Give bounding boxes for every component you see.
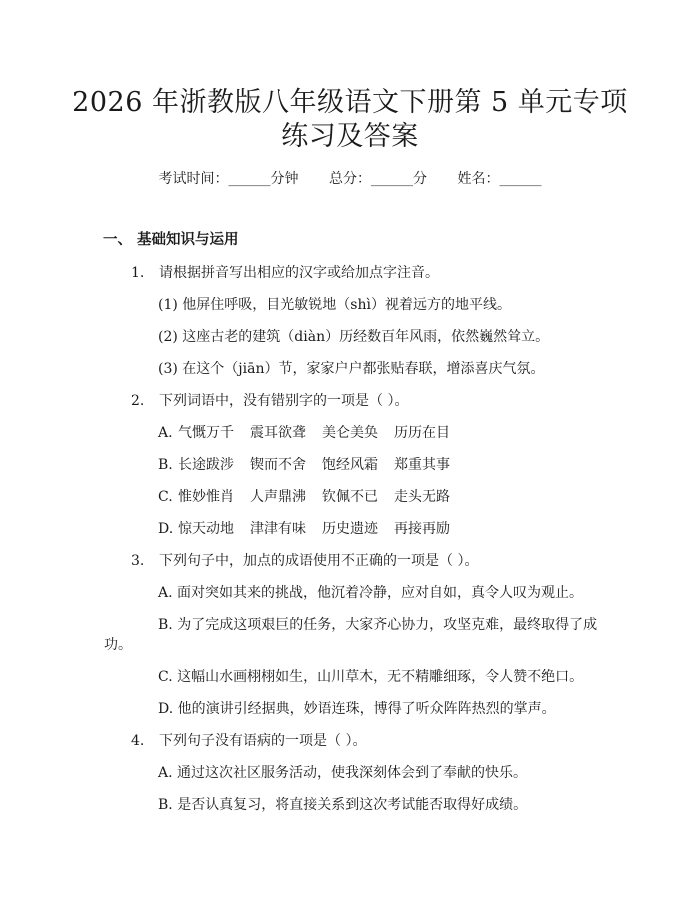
question-number: 1. bbox=[131, 265, 145, 281]
exam-score: 总分：______分 bbox=[329, 171, 427, 187]
option-b: B. 为了完成这项艰巨的任务，大家齐心协力，攻坚克难，最终取得了成 bbox=[158, 617, 598, 633]
sub-item: (1) 他屏住呼吸，目光敏锐地（shì）视着远方的地平线。 bbox=[158, 297, 511, 313]
option-b: B. 是否认真复习，将直接关系到这次考试能否取得好成绩。 bbox=[158, 797, 528, 813]
option-a: A. 通过这次社区服务活动，使我深刻体会到了奉献的快乐。 bbox=[158, 765, 528, 781]
option-a: A. 气慨万千 震耳欲聋 美仑美奂 历历在目 bbox=[158, 425, 450, 441]
option-c: C. 惟妙惟肖 人声鼎沸 钦佩不已 走头无路 bbox=[158, 489, 450, 505]
question-text: 下列词语中，没有错别字的一项是（ ）。 bbox=[159, 393, 409, 409]
question-3 bbox=[131, 550, 478, 570]
option-d: D. 惊天动地 津津有味 历史遗迹 再接再励 bbox=[158, 521, 450, 537]
option-a: A. 面对突如其来的挑战，他沉着冷静，应对自如，真令人叹为观止。 bbox=[158, 585, 584, 601]
question-1 bbox=[131, 262, 439, 282]
doc-title-line-1: 2026 年浙教版八年级语文下册第 5 单元专项 bbox=[72, 87, 628, 118]
section-number: 一、 bbox=[103, 232, 132, 248]
question-text: 下列句子中，加点的成语使用不正确的一项是（ ）。 bbox=[159, 553, 479, 569]
question-number: 4. bbox=[131, 733, 145, 749]
option-d: D. 他的演讲引经据典，妙语连珠，博得了听众阵阵热烈的掌声。 bbox=[158, 701, 556, 717]
question-4 bbox=[131, 730, 366, 750]
section-title: 基础知识与运用 bbox=[137, 232, 239, 248]
option-b: B. 长途跋涉 锲而不舍 饱经风霜 郑重其事 bbox=[158, 457, 450, 473]
exam-name: 姓名：______ bbox=[457, 171, 542, 187]
option-c: C. 这幅山水画栩栩如生，山川草木，无不精雕细琢，令人赞不绝口。 bbox=[158, 669, 584, 685]
question-2 bbox=[131, 390, 408, 410]
section-heading bbox=[103, 228, 239, 249]
sub-item: (3) 在这个（jiān）节，家家户户都张贴春联，增添喜庆气氛。 bbox=[158, 361, 545, 377]
option-b-continued: 功。 bbox=[104, 637, 132, 653]
question-number: 3. bbox=[131, 553, 145, 569]
exam-meta bbox=[0, 168, 700, 188]
sub-item: (2) 这座古老的建筑（diàn）历经数百年风雨，依然巍然耸立。 bbox=[158, 329, 550, 345]
doc-title-line-2: 练习及答案 bbox=[281, 121, 419, 152]
question-text: 请根据拼音写出相应的汉字或给加点字注音。 bbox=[159, 265, 439, 281]
exam-time: 考试时间：______分钟 bbox=[158, 171, 299, 187]
question-number: 2. bbox=[131, 393, 145, 409]
question-text: 下列句子没有语病的一项是（ ）。 bbox=[159, 733, 367, 749]
